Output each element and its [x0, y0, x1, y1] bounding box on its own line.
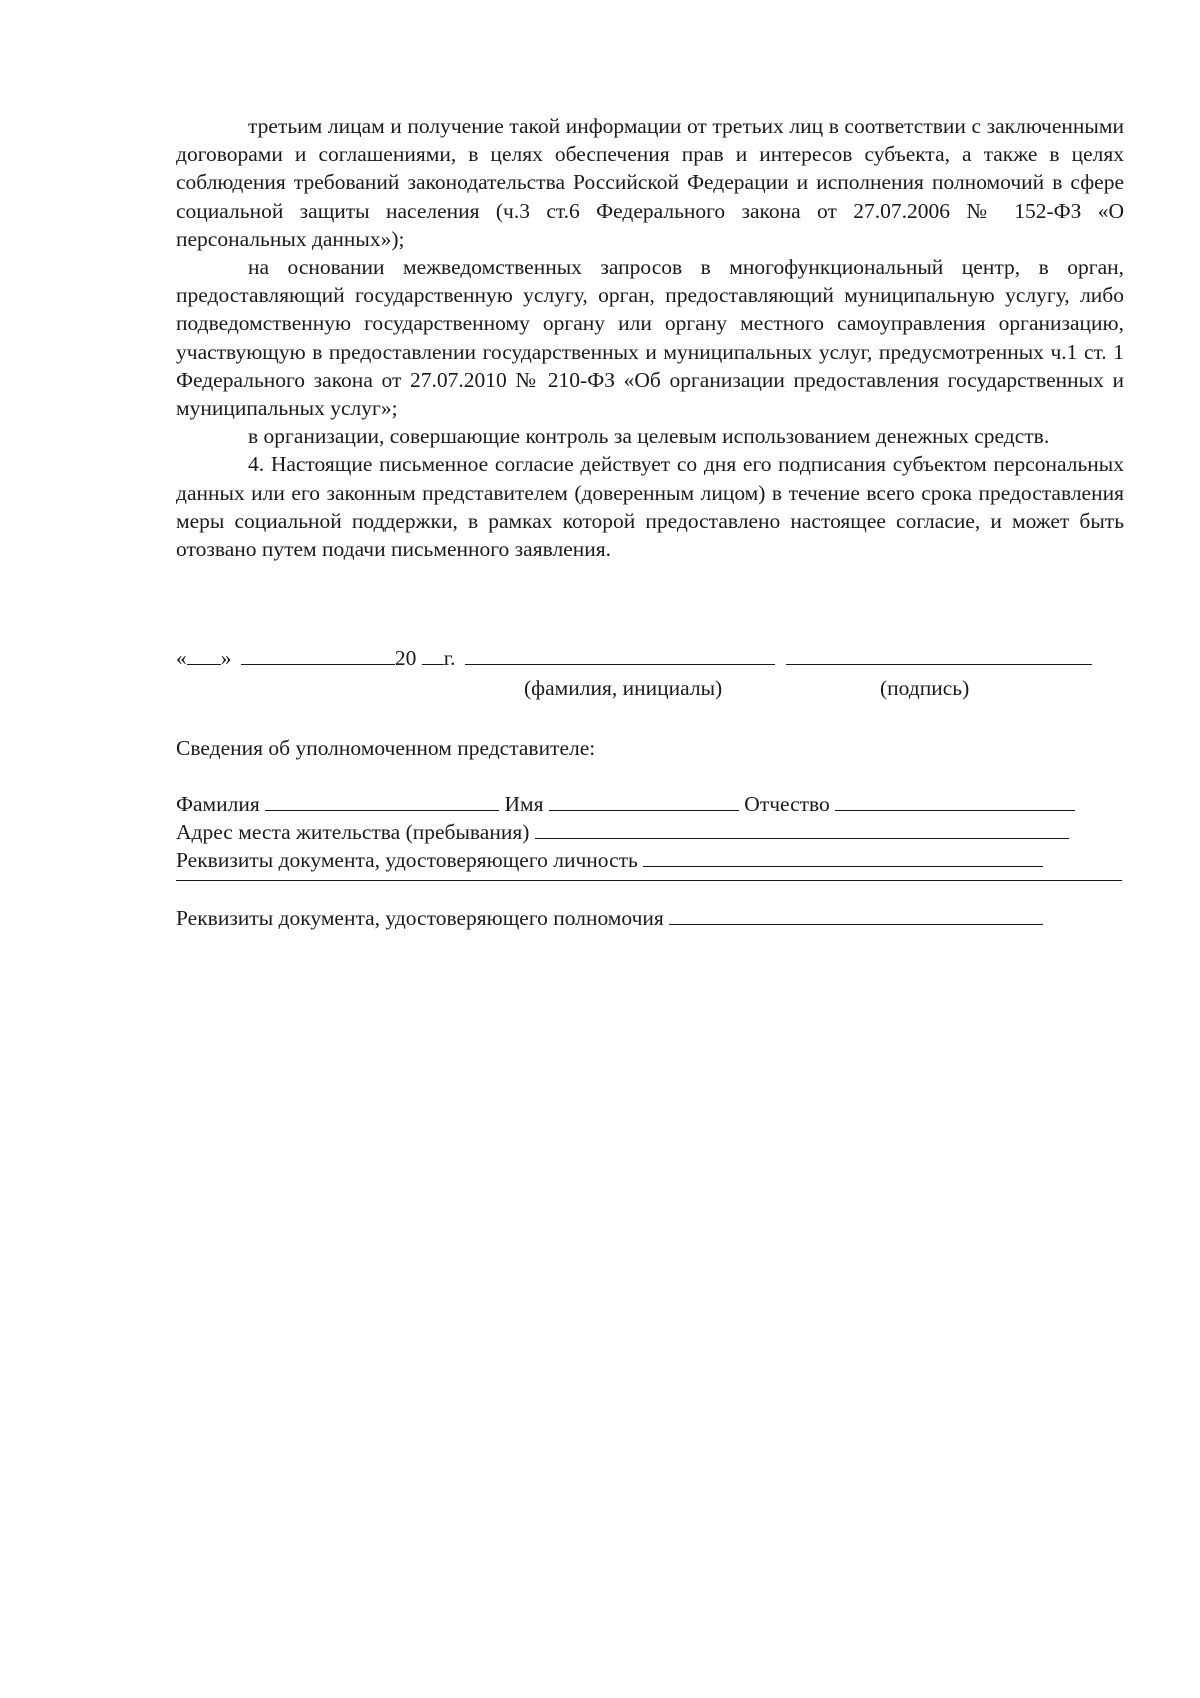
- authority-document-line: [176, 904, 1043, 932]
- surname-label: Фамилия: [176, 792, 260, 816]
- authority-document-label: Реквизиты документа, удостоверяющего полномочия: [176, 906, 664, 930]
- patronymic-field[interactable]: [835, 790, 1075, 811]
- id-document-label: Реквизиты документа, удостоверяющего личность: [176, 848, 638, 872]
- paragraph-interagency-requests: на основании межведомственных запросов в многофункциональный центр, в орган, предоставляющий государственную услугу, орган, предоставляющий муниципальную услугу, либо подведомственную государственному органу или органу местного самоуправления организацию, участвующую в предоставлении государственных и муниципальных услуг, предусмотренных ч.1 ст. 1 Федерального закона от 27.07.2010 № 210-ФЗ «Об организации предоставления государственных и муниципальных услуг»;: [176, 255, 1124, 421]
- first-name-label: Имя: [504, 792, 544, 816]
- address-label: Адрес места жительства (пребывания): [176, 820, 530, 844]
- date-signature-line: [176, 644, 1092, 672]
- name-initials-caption: (фамилия, инициалы): [524, 676, 723, 700]
- representative-name-line: [176, 790, 1075, 818]
- paragraph-consent-duration: 4. Настоящие письменное согласие действует со дня его подписания субъектом персональных данных или его законным представителем (доверенным лицом) в течение всего срока предоставления меры социальной поддержки, в рамках которой предоставлено настоящее согласие, и может быть отозвано путем подачи письменного заявления.: [176, 452, 1124, 562]
- authority-document-field[interactable]: [669, 904, 1043, 925]
- address-field[interactable]: [535, 818, 1069, 839]
- day-blank[interactable]: [187, 644, 221, 665]
- year-suffix: г.: [443, 646, 456, 670]
- signature-caption: (подпись): [880, 676, 970, 700]
- consent-body-text: [176, 112, 1124, 563]
- first-name-field[interactable]: [549, 790, 739, 811]
- id-document-field[interactable]: [643, 846, 1043, 867]
- address-line: [176, 818, 1069, 846]
- id-document-continuation-field[interactable]: [176, 880, 1122, 881]
- full-name-blank[interactable]: [465, 644, 775, 665]
- surname-field[interactable]: [265, 790, 499, 811]
- year-blank[interactable]: [422, 644, 444, 665]
- date-close-quote: »: [220, 646, 232, 670]
- date-open-quote: «: [176, 646, 187, 670]
- paragraph-third-parties: третьим лицам и получение такой информации от третьих лиц в соответствии с заключенными договорами и соглашениями, в целях обеспечения прав и интересов субъекта, а также в целях соблюдения требований законодательства Российской Федерации и исполнения полномочий в сфере социальной защиты населения (ч.3 ст.6 Федерального закона от 27.07.2006 № 152-ФЗ «О персональных данных»);: [176, 114, 1124, 251]
- year-prefix: 20: [394, 646, 417, 670]
- paragraph-control-organizations: в организации, совершающие контроль за целевым использованием денежных средств.: [248, 424, 1050, 449]
- month-blank[interactable]: [241, 644, 395, 665]
- signature-blank[interactable]: [786, 644, 1092, 665]
- representative-heading: Сведения об уполномоченном представителе:: [176, 736, 596, 760]
- patronymic-label: Отчество: [744, 792, 830, 816]
- id-document-line: [176, 846, 1043, 874]
